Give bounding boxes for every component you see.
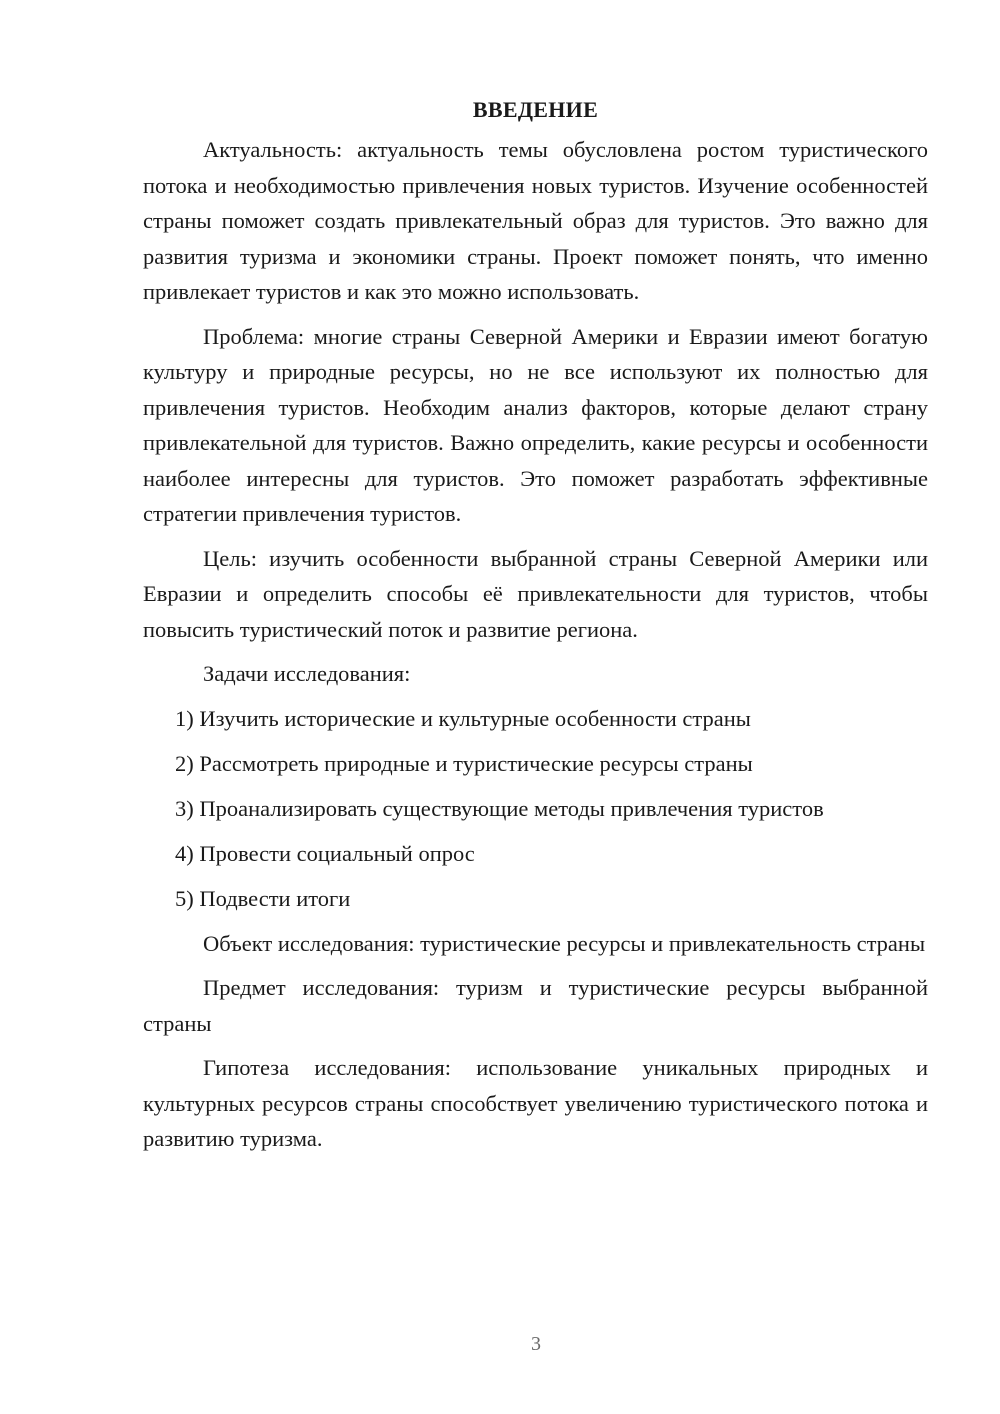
page-content [143,92,928,1166]
task-item-1: 1) Изучить исторические и культурные особенности страны [175,705,751,731]
object-paragraph: Объект исследования: туристические ресурсы и привлекательность страны [203,930,926,956]
task-item-5: 5) Подвести итоги [175,885,351,911]
subject-paragraph: Предмет исследования: туризм и туристические ресурсы выбранной страны [143,975,928,1036]
problem-paragraph: Проблема: многие страны Северной Америки и Евразии имеют богатую культуру и природные ресурсы, но не все используют их полностью для привлечения туристов. Необходим анализ факторов, которые делают страну привлекательной для туристов. Важно определить, какие ресурсы и особенности наиболее интересны для туристов. Это поможет разработать эффективные стратегии привлечения туристов. [143,323,928,526]
task-item-4: 4) Провести социальный опрос [175,840,475,866]
task-item-2: 2) Рассмотреть природные и туристические ресурсы страны [175,750,753,776]
tasks-heading: Задачи исследования: [203,661,411,686]
page-number: 3 [531,1333,541,1355]
task-item-3: 3) Проанализировать существующие методы привлечения туристов [175,795,824,821]
page-title: ВВЕДЕНИЕ [472,97,599,122]
hypothesis-paragraph: Гипотеза исследования: использование уникальных природных и культурных ресурсов страны способствует увеличению туристического потока и развитию туризма. [143,1055,928,1151]
goal-paragraph: Цель: изучить особенности выбранной страны Северной Америки или Евразии и определить способы её привлекательности для туристов, чтобы повысить туристический поток и развитие региона. [143,545,928,642]
relevance-paragraph: Актуальность: актуальность темы обусловлена ростом туристического потока и необходимостью привлечения новых туристов. Изучение особенностей страны поможет создать привлекательный образ для туристов. Это важно для развития туризма и экономики страны. Проект поможет понять, что именно привлекает туристов и как это можно использовать. [143,137,928,304]
task-list [143,701,928,917]
